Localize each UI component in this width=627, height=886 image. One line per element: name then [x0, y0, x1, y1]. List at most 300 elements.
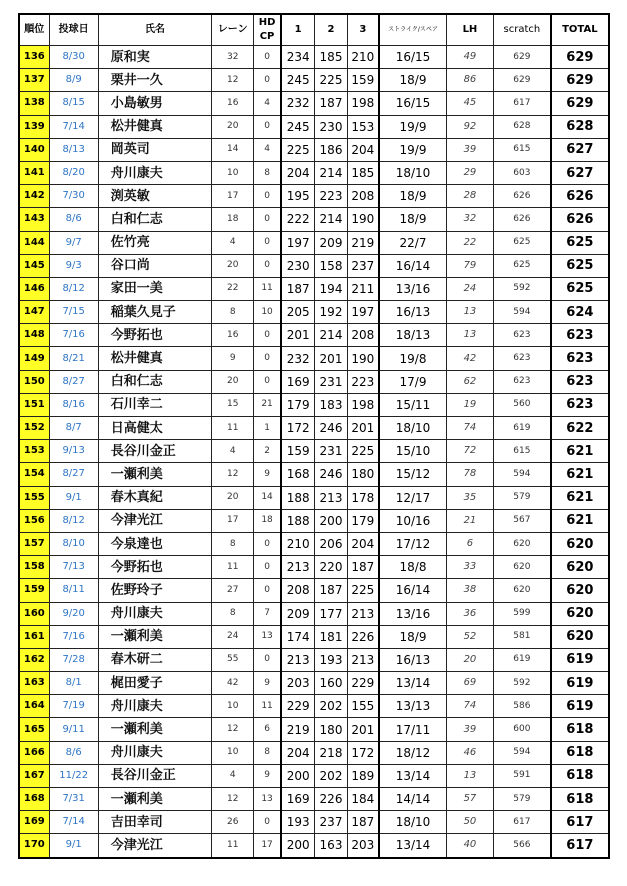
header-name: 氏名	[98, 14, 211, 46]
date-cell: 8/10	[49, 532, 98, 555]
date-cell: 7/14	[49, 811, 98, 834]
total-cell: 623	[551, 347, 609, 370]
table-row	[19, 208, 609, 231]
hdcp-cell: 0	[254, 46, 281, 69]
total-cell: 623	[551, 324, 609, 347]
strike-spare-cell: 14/14	[379, 788, 446, 811]
game-2-cell: 214	[315, 208, 347, 231]
hdcp-cell: 4	[254, 138, 281, 161]
date-cell: 9/7	[49, 231, 98, 254]
lane-cell: 18	[212, 208, 254, 231]
rank-cell: 159	[19, 579, 49, 602]
name-cell: 春木真紀	[98, 486, 211, 509]
hdcp-cell: 9	[254, 672, 281, 695]
name-cell: 一瀬利美	[98, 625, 211, 648]
strike-spare-cell: 15/10	[379, 440, 446, 463]
game-2-cell: 163	[315, 834, 347, 858]
strike-spare-cell: 19/8	[379, 347, 446, 370]
name-cell: 今野拓也	[98, 556, 211, 579]
game-3-cell: 213	[347, 602, 379, 625]
game-3-cell: 204	[347, 532, 379, 555]
name-cell: 岡英司	[98, 138, 211, 161]
lh-cell: 6	[446, 532, 493, 555]
hdcp-cell: 0	[254, 231, 281, 254]
lane-cell: 20	[212, 115, 254, 138]
lh-cell: 79	[446, 254, 493, 277]
game-3-cell: 172	[347, 741, 379, 764]
lh-cell: 52	[446, 625, 493, 648]
table-row	[19, 393, 609, 416]
scratch-cell: 625	[494, 231, 551, 254]
table-row	[19, 69, 609, 92]
game-3-cell: 197	[347, 301, 379, 324]
lh-cell: 24	[446, 277, 493, 300]
total-cell: 621	[551, 509, 609, 532]
total-cell: 627	[551, 161, 609, 184]
header-date: 投球日	[49, 14, 98, 46]
lh-cell: 20	[446, 648, 493, 671]
game-2-cell: 223	[315, 185, 347, 208]
strike-spare-cell: 18/9	[379, 69, 446, 92]
total-cell: 621	[551, 440, 609, 463]
strike-spare-cell: 16/13	[379, 301, 446, 324]
date-cell: 8/27	[49, 370, 98, 393]
game-2-cell: 214	[315, 161, 347, 184]
game-3-cell: 190	[347, 208, 379, 231]
name-cell: 原和実	[98, 46, 211, 69]
lh-cell: 32	[446, 208, 493, 231]
lh-cell: 19	[446, 393, 493, 416]
lane-cell: 9	[212, 347, 254, 370]
game-2-cell: 214	[315, 324, 347, 347]
scratch-cell: 620	[494, 556, 551, 579]
strike-spare-cell: 17/12	[379, 532, 446, 555]
lane-cell: 55	[212, 648, 254, 671]
lane-cell: 10	[212, 741, 254, 764]
name-cell: 松井健真	[98, 347, 211, 370]
strike-spare-cell: 18/10	[379, 417, 446, 440]
strike-spare-cell: 18/13	[379, 324, 446, 347]
date-cell: 8/21	[49, 347, 98, 370]
total-cell: 619	[551, 672, 609, 695]
date-cell: 8/12	[49, 277, 98, 300]
lane-cell: 11	[212, 417, 254, 440]
hdcp-cell: 0	[254, 185, 281, 208]
scratch-cell: 594	[494, 301, 551, 324]
rank-cell: 155	[19, 486, 49, 509]
table-row	[19, 811, 609, 834]
name-cell: 佐野玲子	[98, 579, 211, 602]
hdcp-cell: 0	[254, 811, 281, 834]
hdcp-cell: 0	[254, 69, 281, 92]
date-cell: 8/12	[49, 509, 98, 532]
lh-cell: 49	[446, 46, 493, 69]
game-2-cell: 200	[315, 509, 347, 532]
total-cell: 625	[551, 277, 609, 300]
lh-cell: 29	[446, 161, 493, 184]
lh-cell: 33	[446, 556, 493, 579]
name-cell: 吉田幸司	[98, 811, 211, 834]
strike-spare-cell: 13/14	[379, 672, 446, 695]
lh-cell: 92	[446, 115, 493, 138]
game-2-cell: 177	[315, 602, 347, 625]
game-3-cell: 223	[347, 370, 379, 393]
hdcp-cell: 21	[254, 393, 281, 416]
lane-cell: 14	[212, 138, 254, 161]
game-1-cell: 234	[281, 46, 315, 69]
total-cell: 621	[551, 463, 609, 486]
name-cell: 今津光江	[98, 834, 211, 858]
header-hdcp-top: HD	[258, 17, 276, 28]
game-2-cell: 160	[315, 672, 347, 695]
lane-cell: 4	[212, 764, 254, 787]
rank-cell: 146	[19, 277, 49, 300]
strike-spare-cell: 16/13	[379, 648, 446, 671]
game-2-cell: 202	[315, 695, 347, 718]
lane-cell: 11	[212, 834, 254, 858]
strike-spare-cell: 16/15	[379, 92, 446, 115]
hdcp-cell: 0	[254, 532, 281, 555]
hdcp-cell: 1	[254, 417, 281, 440]
total-cell: 628	[551, 115, 609, 138]
game-1-cell: 210	[281, 532, 315, 555]
game-3-cell: 155	[347, 695, 379, 718]
scratch-cell: 591	[494, 764, 551, 787]
header-scratch: scratch	[494, 14, 551, 46]
strike-spare-cell: 22/7	[379, 231, 446, 254]
game-1-cell: 225	[281, 138, 315, 161]
total-cell: 618	[551, 718, 609, 741]
strike-spare-cell: 16/14	[379, 579, 446, 602]
game-1-cell: 209	[281, 602, 315, 625]
name-cell: 佐竹亮	[98, 231, 211, 254]
hdcp-cell: 0	[254, 115, 281, 138]
date-cell: 9/13	[49, 440, 98, 463]
scratch-cell: 626	[494, 208, 551, 231]
game-1-cell: 230	[281, 254, 315, 277]
name-cell: 谷口尚	[98, 254, 211, 277]
game-2-cell: 183	[315, 393, 347, 416]
table-row	[19, 764, 609, 787]
rank-cell: 165	[19, 718, 49, 741]
game-2-cell: 230	[315, 115, 347, 138]
game-2-cell: 220	[315, 556, 347, 579]
game-1-cell: 204	[281, 741, 315, 764]
scratch-cell: 579	[494, 486, 551, 509]
name-cell: 長谷川金正	[98, 764, 211, 787]
lane-cell: 17	[212, 185, 254, 208]
date-cell: 7/31	[49, 788, 98, 811]
lane-cell: 20	[212, 486, 254, 509]
scratch-cell: 592	[494, 672, 551, 695]
table-row	[19, 463, 609, 486]
table-row	[19, 301, 609, 324]
hdcp-cell: 9	[254, 463, 281, 486]
rank-cell: 162	[19, 648, 49, 671]
scratch-cell: 560	[494, 393, 551, 416]
lh-cell: 38	[446, 579, 493, 602]
game-1-cell: 172	[281, 417, 315, 440]
game-1-cell: 187	[281, 277, 315, 300]
date-cell: 9/3	[49, 254, 98, 277]
table-row	[19, 602, 609, 625]
lane-cell: 22	[212, 277, 254, 300]
game-1-cell: 174	[281, 625, 315, 648]
scratch-cell: 566	[494, 834, 551, 858]
header-rank: 順位	[19, 14, 49, 46]
lh-cell: 57	[446, 788, 493, 811]
strike-spare-cell: 19/9	[379, 138, 446, 161]
name-cell: 舟川康夫	[98, 161, 211, 184]
total-cell: 618	[551, 764, 609, 787]
lane-cell: 16	[212, 324, 254, 347]
date-cell: 8/15	[49, 92, 98, 115]
strike-spare-cell: 10/16	[379, 509, 446, 532]
scratch-cell: 579	[494, 788, 551, 811]
total-cell: 620	[551, 579, 609, 602]
scratch-cell: 586	[494, 695, 551, 718]
hdcp-cell: 0	[254, 648, 281, 671]
scratch-cell: 594	[494, 463, 551, 486]
game-3-cell: 185	[347, 161, 379, 184]
game-1-cell: 159	[281, 440, 315, 463]
scratch-cell: 581	[494, 625, 551, 648]
rank-cell: 160	[19, 602, 49, 625]
header-hdcp-bottom: CP	[259, 31, 275, 42]
game-3-cell: 178	[347, 486, 379, 509]
game-3-cell: 180	[347, 463, 379, 486]
hdcp-cell: 13	[254, 788, 281, 811]
rank-cell: 138	[19, 92, 49, 115]
rank-cell: 163	[19, 672, 49, 695]
lane-cell: 8	[212, 532, 254, 555]
game-2-cell: 202	[315, 764, 347, 787]
rank-cell: 143	[19, 208, 49, 231]
lh-cell: 50	[446, 811, 493, 834]
rank-cell: 151	[19, 393, 49, 416]
game-1-cell: 179	[281, 393, 315, 416]
lane-cell: 10	[212, 161, 254, 184]
rank-cell: 149	[19, 347, 49, 370]
lh-cell: 39	[446, 718, 493, 741]
strike-spare-cell: 18/12	[379, 741, 446, 764]
hdcp-cell: 14	[254, 486, 281, 509]
rank-cell: 144	[19, 231, 49, 254]
rank-cell: 136	[19, 46, 49, 69]
date-cell: 11/22	[49, 764, 98, 787]
strike-spare-cell: 18/10	[379, 811, 446, 834]
scratch-cell: 594	[494, 741, 551, 764]
table-row	[19, 347, 609, 370]
hdcp-cell: 11	[254, 695, 281, 718]
game-1-cell: 245	[281, 69, 315, 92]
strike-spare-cell: 18/9	[379, 185, 446, 208]
total-cell: 625	[551, 231, 609, 254]
game-3-cell: 189	[347, 764, 379, 787]
rank-cell: 148	[19, 324, 49, 347]
rank-cell: 140	[19, 138, 49, 161]
rank-cell: 147	[19, 301, 49, 324]
scratch-cell: 615	[494, 440, 551, 463]
date-cell: 7/28	[49, 648, 98, 671]
total-cell: 626	[551, 185, 609, 208]
game-3-cell: 198	[347, 393, 379, 416]
date-cell: 8/30	[49, 46, 98, 69]
hdcp-cell: 6	[254, 718, 281, 741]
table-row	[19, 324, 609, 347]
lane-cell: 8	[212, 301, 254, 324]
game-2-cell: 187	[315, 92, 347, 115]
hdcp-cell: 8	[254, 741, 281, 764]
lane-cell: 32	[212, 46, 254, 69]
date-cell: 7/19	[49, 695, 98, 718]
table-row	[19, 92, 609, 115]
lh-cell: 62	[446, 370, 493, 393]
rank-cell: 154	[19, 463, 49, 486]
game-3-cell: 201	[347, 718, 379, 741]
game-2-cell: 226	[315, 788, 347, 811]
rank-cell: 152	[19, 417, 49, 440]
date-cell: 7/16	[49, 625, 98, 648]
table-row	[19, 46, 609, 69]
game-1-cell: 200	[281, 764, 315, 787]
game-3-cell: 179	[347, 509, 379, 532]
total-cell: 626	[551, 208, 609, 231]
game-3-cell: 203	[347, 834, 379, 858]
header-hdcp	[254, 14, 281, 46]
game-2-cell: 180	[315, 718, 347, 741]
scratch-cell: 629	[494, 46, 551, 69]
name-cell: 石川幸二	[98, 393, 211, 416]
game-3-cell: 204	[347, 138, 379, 161]
game-1-cell: 197	[281, 231, 315, 254]
lh-cell: 28	[446, 185, 493, 208]
name-cell: 一瀬利美	[98, 463, 211, 486]
lane-cell: 12	[212, 69, 254, 92]
table-body	[19, 46, 609, 858]
table-row	[19, 185, 609, 208]
date-cell: 9/1	[49, 834, 98, 858]
total-cell: 629	[551, 69, 609, 92]
game-2-cell: 185	[315, 46, 347, 69]
total-cell: 620	[551, 556, 609, 579]
strike-spare-cell: 17/9	[379, 370, 446, 393]
name-cell: 小島敏男	[98, 92, 211, 115]
name-cell: 今津光江	[98, 509, 211, 532]
game-2-cell: 231	[315, 370, 347, 393]
strike-spare-cell: 15/11	[379, 393, 446, 416]
name-cell: 家田一美	[98, 277, 211, 300]
game-2-cell: 246	[315, 417, 347, 440]
scratch-cell: 625	[494, 254, 551, 277]
table-row	[19, 254, 609, 277]
game-3-cell: 213	[347, 648, 379, 671]
game-3-cell: 208	[347, 185, 379, 208]
hdcp-cell: 0	[254, 208, 281, 231]
game-3-cell: 211	[347, 277, 379, 300]
strike-spare-cell: 13/16	[379, 277, 446, 300]
strike-spare-cell: 17/11	[379, 718, 446, 741]
strike-spare-cell: 19/9	[379, 115, 446, 138]
table-row	[19, 625, 609, 648]
hdcp-cell: 2	[254, 440, 281, 463]
game-2-cell: 225	[315, 69, 347, 92]
game-1-cell: 188	[281, 486, 315, 509]
table-row	[19, 672, 609, 695]
game-1-cell: 219	[281, 718, 315, 741]
game-1-cell: 188	[281, 509, 315, 532]
lh-cell: 42	[446, 347, 493, 370]
date-cell: 9/11	[49, 718, 98, 741]
rank-cell: 153	[19, 440, 49, 463]
header-lh: LH	[446, 14, 493, 46]
rank-cell: 141	[19, 161, 49, 184]
rank-cell: 164	[19, 695, 49, 718]
name-cell: 白和仁志	[98, 208, 211, 231]
game-3-cell: 225	[347, 440, 379, 463]
rank-cell: 166	[19, 741, 49, 764]
lh-cell: 35	[446, 486, 493, 509]
table-row	[19, 370, 609, 393]
date-cell: 8/9	[49, 69, 98, 92]
total-cell: 620	[551, 602, 609, 625]
total-cell: 621	[551, 486, 609, 509]
date-cell: 9/20	[49, 602, 98, 625]
lh-cell: 36	[446, 602, 493, 625]
table-row	[19, 231, 609, 254]
rank-cell: 150	[19, 370, 49, 393]
game-2-cell: 194	[315, 277, 347, 300]
name-cell: 一瀬利美	[98, 718, 211, 741]
date-cell: 7/30	[49, 185, 98, 208]
game-1-cell: 232	[281, 347, 315, 370]
lane-cell: 17	[212, 509, 254, 532]
table-row	[19, 509, 609, 532]
lh-cell: 74	[446, 695, 493, 718]
date-cell: 8/13	[49, 138, 98, 161]
rank-cell: 145	[19, 254, 49, 277]
name-cell: 白和仁志	[98, 370, 211, 393]
game-2-cell: 218	[315, 741, 347, 764]
game-2-cell: 187	[315, 579, 347, 602]
game-3-cell: 219	[347, 231, 379, 254]
game-2-cell: 186	[315, 138, 347, 161]
rank-cell: 156	[19, 509, 49, 532]
game-3-cell: 159	[347, 69, 379, 92]
hdcp-cell: 9	[254, 764, 281, 787]
table-row	[19, 788, 609, 811]
date-cell: 8/27	[49, 463, 98, 486]
lane-cell: 12	[212, 463, 254, 486]
table-row	[19, 834, 609, 858]
table-row	[19, 532, 609, 555]
name-cell: 今野拓也	[98, 324, 211, 347]
lane-cell: 8	[212, 602, 254, 625]
lh-cell: 46	[446, 741, 493, 764]
lh-cell: 13	[446, 301, 493, 324]
game-3-cell: 187	[347, 556, 379, 579]
total-cell: 620	[551, 625, 609, 648]
game-1-cell: 245	[281, 115, 315, 138]
strike-spare-cell: 15/12	[379, 463, 446, 486]
scratch-cell: 619	[494, 648, 551, 671]
strike-spare-cell: 13/13	[379, 695, 446, 718]
game-1-cell: 203	[281, 672, 315, 695]
table-row	[19, 648, 609, 671]
game-1-cell: 200	[281, 834, 315, 858]
scratch-cell: 623	[494, 347, 551, 370]
game-3-cell: 190	[347, 347, 379, 370]
